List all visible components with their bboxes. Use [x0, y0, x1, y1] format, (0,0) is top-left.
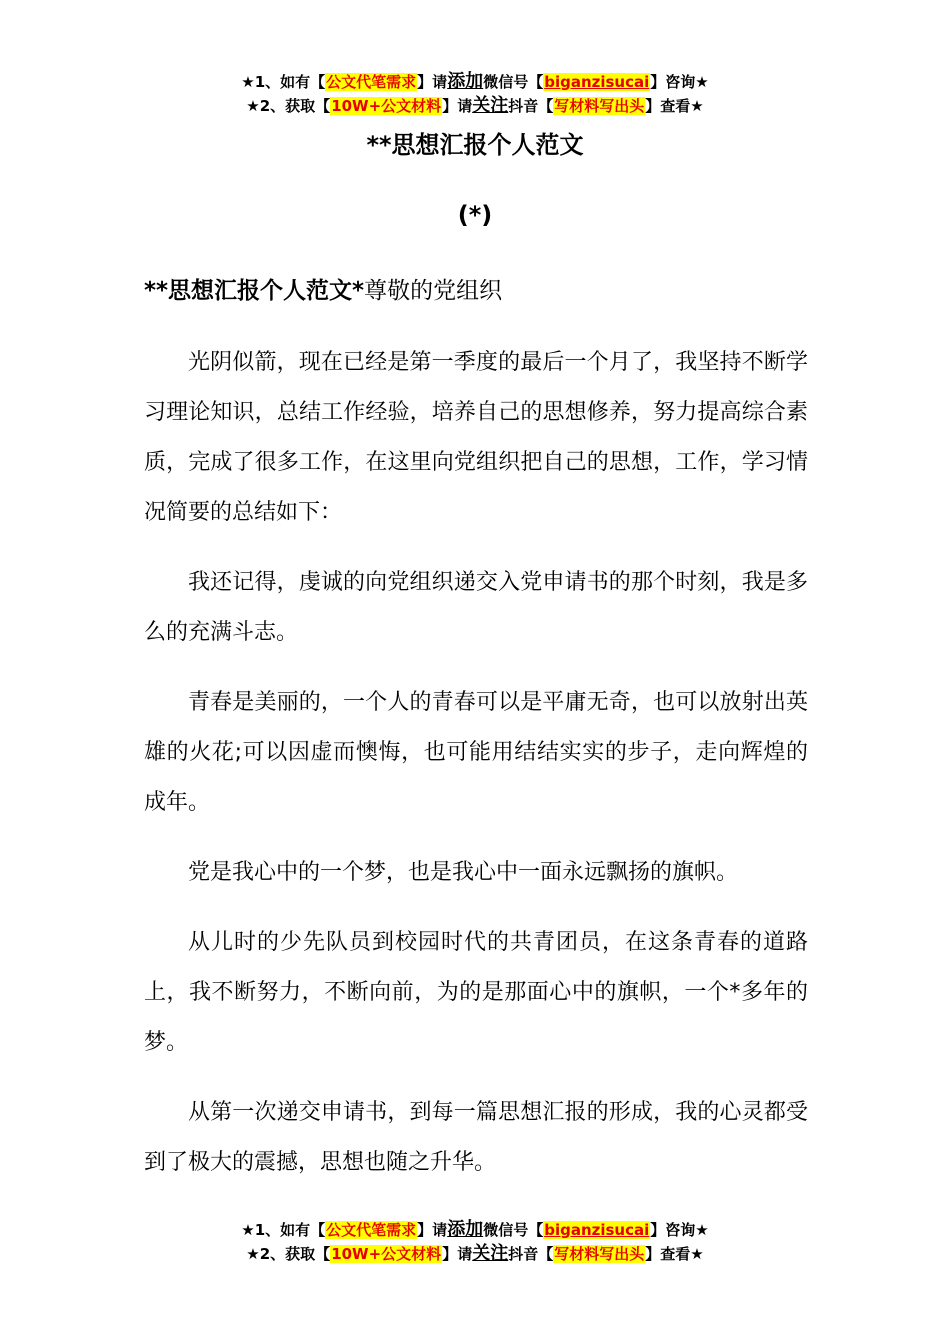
paragraph: 党是我心中的一个梦，也是我心中一面永远飘扬的旗帜。 — [188, 860, 739, 885]
document-subtitle: (*) — [457, 201, 493, 229]
paragraph: 光阴似箭，现在已经是第一季度的最后一个月了，我坚持不断学习理论知识，总结工作经验，培养自己的思想修养，努力提高综合素质，完成了很多工作，在这里向党组织把自己的思想，工作，学习情况简要的总结如下： — [144, 350, 808, 525]
banner-highlight: 10W+公文材料 — [331, 1245, 442, 1263]
banner-highlight: 10W+公文材料 — [331, 97, 442, 115]
banner-underline: 关注 — [472, 95, 509, 116]
paragraph: 从第一次递交申请书，到每一篇思想汇报的形成，我的心灵都受到了极大的震撼，思想也随之升华。 — [144, 1100, 808, 1175]
banner-highlight: 公文代笔需求 — [326, 1221, 417, 1239]
banner-text: ★1、如有【 — [241, 1221, 326, 1239]
banner-text: 】请 — [417, 73, 448, 91]
banner-text: 】查看★ — [645, 1245, 704, 1263]
douyin-account: 写材料写出头 — [554, 97, 645, 115]
heading-bold: **思想汇报个人范文* — [144, 278, 365, 304]
paragraph: 我还记得，虔诚的向党组织递交入党申请书的那个时刻，我是多么的充满斗志。 — [144, 570, 808, 645]
document-title: **思想汇报个人范文 — [366, 131, 584, 159]
banner-text: 抖音【 — [508, 1245, 554, 1263]
banner-text: 】请 — [442, 97, 473, 115]
banner-text: 】查看★ — [645, 97, 704, 115]
banner-underline: 添加 — [447, 1219, 484, 1240]
banner-text: 】请 — [417, 1221, 448, 1239]
banner-text: 】请 — [442, 1245, 473, 1263]
paragraph: 青春是美丽的，一个人的青春可以是平庸无奇，也可以放射出英雄的火花;可以因虚而懊悔，也可能用结结实实的步子，走向辉煌的成年。 — [144, 690, 808, 815]
banner-text: ★2、获取【 — [246, 97, 331, 115]
banner-text: 微信号【 — [483, 1221, 544, 1239]
salutation: 尊敬的党组织 — [364, 278, 503, 304]
document-body — [144, 338, 808, 1208]
banner-line-1 — [0, 70, 950, 94]
banner-line-2 — [0, 94, 950, 118]
wechat-id-link[interactable]: biganzisucai — [544, 73, 650, 91]
paragraph: 从儿时的少先队员到校园时代的共青团员，在这条青春的道路上，我不断努力，不断向前，为的是那面心中的旗帜，一个*多年的梦。 — [144, 930, 808, 1055]
banner-underline: 关注 — [472, 1243, 509, 1264]
top-banner — [0, 70, 950, 118]
banner-text: 】咨询★ — [650, 73, 709, 91]
banner-text: ★2、获取【 — [246, 1245, 331, 1263]
banner-text: 】咨询★ — [650, 1221, 709, 1239]
banner-line-2 — [0, 1242, 950, 1266]
douyin-account: 写材料写出头 — [554, 1245, 645, 1263]
banner-line-1 — [0, 1218, 950, 1242]
wechat-id-link[interactable]: biganzisucai — [544, 1221, 650, 1239]
banner-text: ★1、如有【 — [241, 73, 326, 91]
banner-underline: 添加 — [447, 71, 484, 92]
banner-text: 微信号【 — [483, 73, 544, 91]
bottom-banner — [0, 1218, 950, 1266]
section-heading — [144, 273, 824, 309]
banner-highlight: 公文代笔需求 — [326, 73, 417, 91]
banner-text: 抖音【 — [508, 97, 554, 115]
